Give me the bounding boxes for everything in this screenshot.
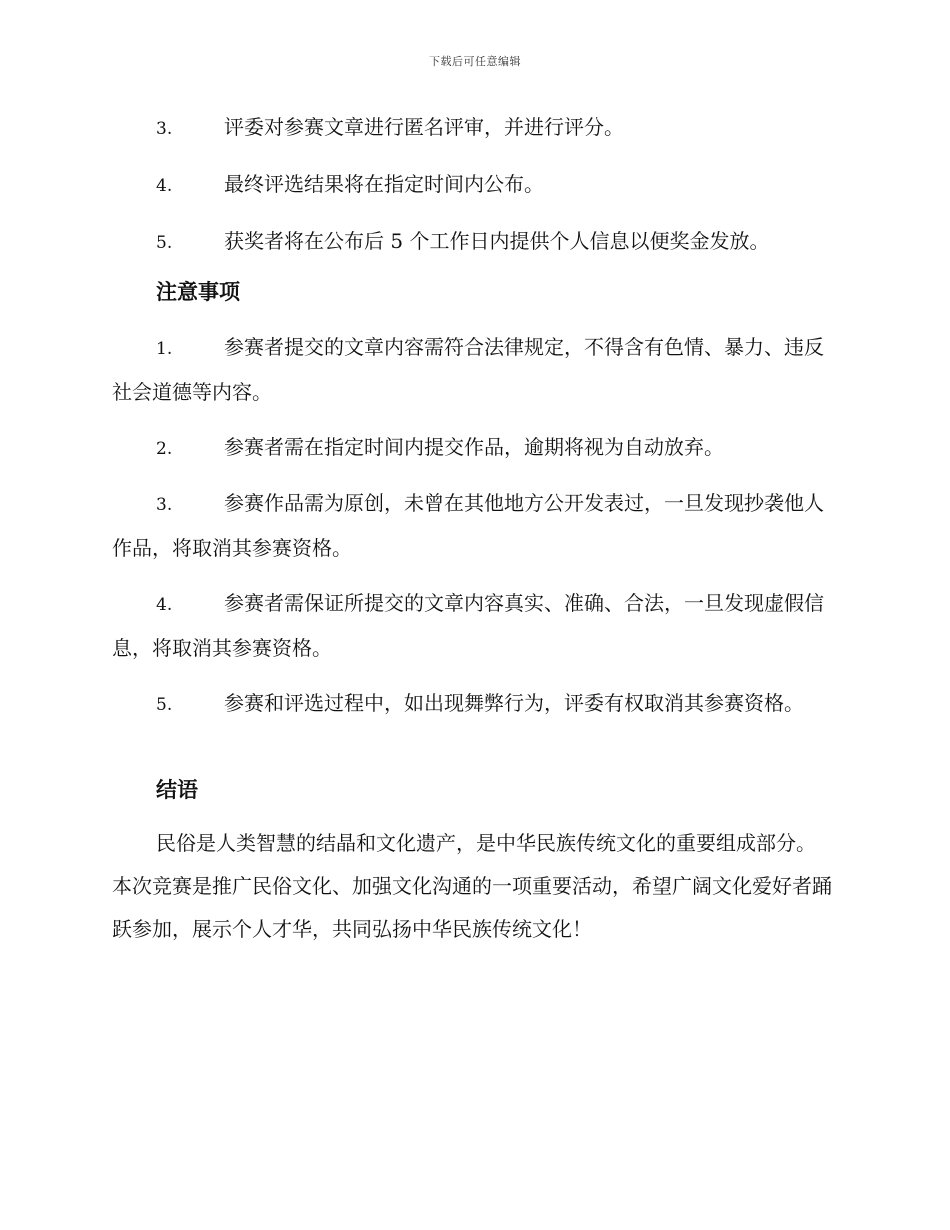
list-item-number: 5. — [156, 233, 173, 253]
list-item-text: 参赛者需保证所提交的文章内容真实、准确、合法，一旦发现虚假信息，将取消其参赛资格。 — [112, 591, 824, 660]
list-item-number: 5. — [156, 695, 173, 715]
list-item-text: 评委对参赛文章进行匿名评审，并进行评分。 — [224, 115, 624, 139]
list-item-number: 3. — [156, 495, 173, 515]
list-item — [112, 220, 834, 265]
list-item-number: 1. — [156, 339, 173, 359]
section-title: 注意事项 — [156, 279, 240, 304]
section-title: 结语 — [156, 777, 198, 802]
header-note: 下载后可任意编辑 — [429, 55, 521, 68]
conclusion-block — [112, 822, 834, 951]
list-item-number: 3. — [156, 119, 173, 139]
notes-list — [112, 326, 834, 727]
list-item — [112, 426, 834, 471]
notes-section-heading-wrap — [112, 278, 834, 306]
list-item-number: 4. — [156, 595, 173, 615]
list-item-text: 参赛作品需为原创，未曾在其他地方公开发表过，一旦发现抄袭他人作品，将取消其参赛资格。 — [112, 491, 824, 560]
list-item-text: 最终评选结果将在指定时间内公布。 — [224, 172, 544, 196]
list-item — [112, 326, 834, 414]
list-item-number: 4. — [156, 176, 173, 196]
judging-steps-list — [112, 106, 834, 265]
list-item — [112, 682, 834, 727]
list-item — [112, 582, 834, 670]
list-item — [112, 106, 834, 151]
list-item-text: 获奖者将在公布后 5 个工作日内提供个人信息以便奖金发放。 — [224, 229, 770, 253]
list-item — [112, 163, 834, 208]
conclusion-paragraph: 民俗是人类智慧的结晶和文化遗产，是中华民族传统文化的重要组成部分。本次竞赛是推广民俗文化、加强文化沟通的一项重要活动，希望广阔文化爱好者踊跃参加，展示个人才华，共同弘扬中华民族传统文化！ — [112, 831, 832, 941]
list-item-text: 参赛者提交的文章内容需符合法律规定，不得含有色情、暴力、违反社会道德等内容。 — [112, 335, 824, 404]
list-item-text: 参赛者需在指定时间内提交作品，逾期将视为自动放弃。 — [224, 435, 724, 459]
list-item-text: 参赛和评选过程中，如出现舞弊行为，评委有权取消其参赛资格。 — [224, 691, 804, 715]
list-item — [112, 482, 834, 570]
conclusion-heading-wrap — [112, 776, 834, 804]
list-item-number: 2. — [156, 439, 173, 459]
